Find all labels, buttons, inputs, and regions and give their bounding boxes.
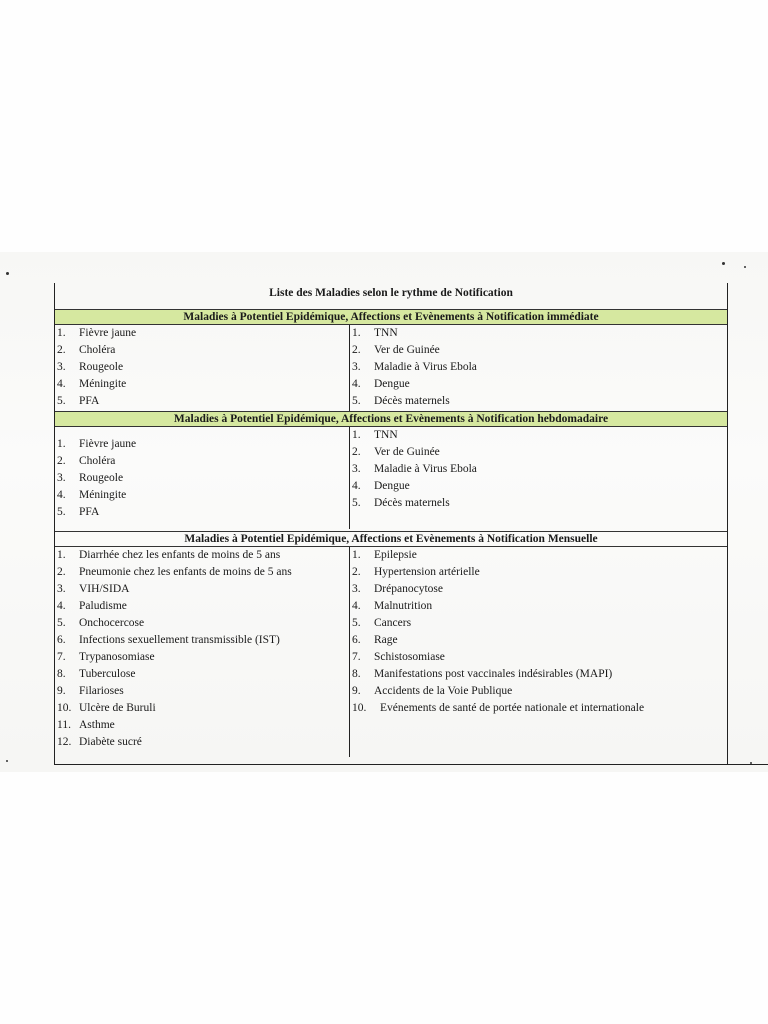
- list-item: 1. Fièvre jaune: [57, 327, 137, 339]
- section-heading-monthly: Maladies à Potentiel Epidémique, Affections et Evènements à Notification Mensuelle: [55, 531, 727, 547]
- list-item: 5. PFA: [57, 395, 100, 407]
- list-item: 1. Fièvre jaune: [57, 438, 137, 450]
- list-item: 5. Décès maternels: [352, 497, 450, 509]
- list-item: 12. Diabète sucré: [57, 736, 142, 748]
- list-item: 10. Evénements de santé de portée nationale et internationale: [352, 702, 645, 714]
- list-item: 7. Schistosomiase: [352, 651, 445, 663]
- list-item: 10. Ulcère de Buruli: [57, 702, 156, 714]
- list-item: 1. TNN: [352, 429, 398, 441]
- list-item: 4. Paludisme: [57, 600, 127, 612]
- list-item: 1. Epilepsie: [352, 549, 417, 561]
- list-item: 3. Maladie à Virus Ebola: [352, 361, 477, 373]
- list-item: 5. Décès maternels: [352, 395, 450, 407]
- notification-table: [54, 283, 728, 765]
- list-item: 4. Méningite: [57, 489, 127, 501]
- speck-mark: [744, 266, 746, 268]
- section-immediate: [55, 325, 727, 411]
- speck-mark: [722, 262, 725, 265]
- list-item: 2. Ver de Guinée: [352, 446, 440, 458]
- list-item: 5. Onchocercose: [57, 617, 145, 629]
- list-item: 3. Rougeole: [57, 472, 124, 484]
- speck-mark: [6, 272, 9, 275]
- right-column: [349, 547, 727, 757]
- list-item: 2. Choléra: [57, 344, 116, 356]
- section-heading-weekly: Maladies à Potentiel Epidémique, Affections et Evènements à Notification hebdomadaire: [55, 411, 727, 427]
- section-heading-immediate: Maladies à Potentiel Epidémique, Affections et Evènements à Notification immédiate: [55, 309, 727, 325]
- list-item: 1. Diarrhée chez les enfants de moins de 5 ans: [57, 549, 281, 561]
- list-item: 5. PFA: [57, 506, 100, 518]
- list-item: 2. Choléra: [57, 455, 116, 467]
- list-item: 8. Manifestations post vaccinales indésirables (MAPI): [352, 668, 613, 680]
- list-item: 9. Filarioses: [57, 685, 124, 697]
- document-title: Liste des Maladies selon le rythme de Notification: [269, 287, 513, 299]
- list-item: 3. Rougeole: [57, 361, 124, 373]
- section-monthly: [55, 547, 727, 757]
- list-item: 3. Drépanocytose: [352, 583, 443, 595]
- list-item: 9. Accidents de la Voie Publique: [352, 685, 513, 697]
- list-item: 4. Dengue: [352, 378, 410, 390]
- list-item: 2. Ver de Guinée: [352, 344, 440, 356]
- list-item: 11. Asthme: [57, 719, 115, 731]
- list-item: 8. Tuberculose: [57, 668, 136, 680]
- list-item: 2. Hypertension artérielle: [352, 566, 480, 578]
- list-item: 4. Dengue: [352, 480, 410, 492]
- list-item: 6. Infections sexuellement transmissible (IST): [57, 634, 280, 646]
- list-item: 3. VIH/SIDA: [57, 583, 130, 595]
- left-column: [55, 325, 349, 411]
- list-item: 1. TNN: [352, 327, 398, 339]
- list-item: 3. Maladie à Virus Ebola: [352, 463, 477, 475]
- left-column: [55, 427, 349, 529]
- list-item: 6. Rage: [352, 634, 398, 646]
- speck-mark: [6, 760, 8, 762]
- list-item: 5. Cancers: [352, 617, 412, 629]
- right-column: [349, 325, 727, 411]
- section-weekly: [55, 427, 727, 529]
- list-item: 2. Pneumonie chez les enfants de moins de 5 ans: [57, 566, 292, 578]
- list-item: 7. Trypanosomiase: [57, 651, 155, 663]
- list-item: 4. Malnutrition: [352, 600, 433, 612]
- list-item: 4. Méningite: [57, 378, 127, 390]
- table-bottom-rule: [54, 764, 768, 765]
- right-column: [349, 427, 727, 529]
- left-column: [55, 547, 349, 757]
